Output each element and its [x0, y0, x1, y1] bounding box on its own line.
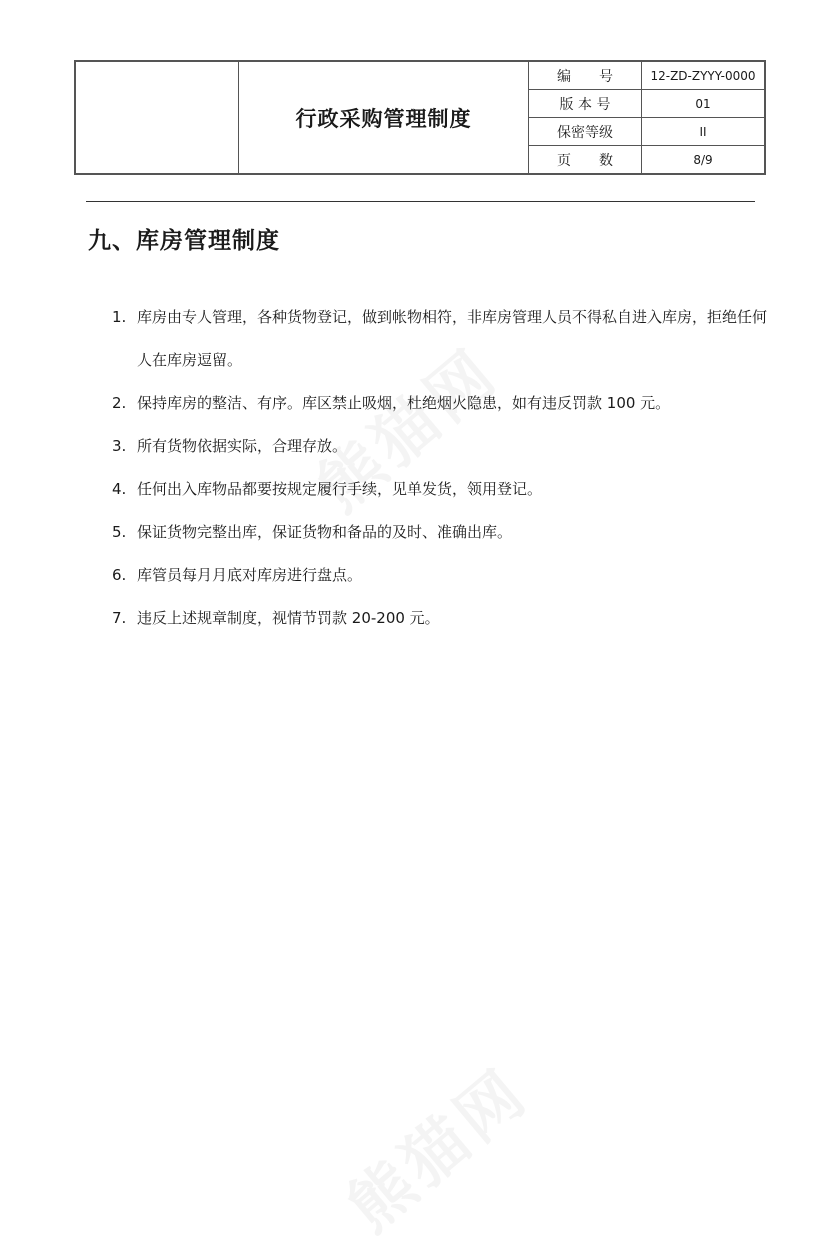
- meta-value: 12-ZD-ZYYY-0000: [650, 68, 756, 83]
- meta-label: 保密等级: [529, 118, 642, 145]
- list-item: [112, 554, 772, 597]
- list-item-number: 4.: [112, 480, 127, 498]
- meta-row-version: [529, 90, 764, 118]
- list-item-number: 5.: [112, 523, 127, 541]
- list-item-number: 7.: [112, 609, 127, 627]
- section-heading: 九、库房管理制度: [88, 228, 280, 254]
- list-item: [112, 425, 772, 468]
- list-item-text: 违反上述规章制度，视情节罚款 20-200 元。: [137, 609, 440, 627]
- list-item-number: 6.: [112, 566, 127, 584]
- logo-cell: [76, 62, 239, 173]
- document-header-table: [74, 60, 766, 175]
- list-item: [112, 382, 772, 425]
- list-item-text: 保持库房的整洁、有序。库区禁止吸烟，杜绝烟火隐患，如有违反罚款 100 元。: [137, 394, 671, 412]
- document-title: 行政采购管理制度: [239, 62, 529, 173]
- meta-label: 页 数: [529, 146, 642, 173]
- list-item-text: 保证货物完整出库，保证货物和备品的及时、准确出库。: [137, 523, 513, 541]
- list-item-text: 任何出入库物品都要按规定履行手续，见单发货，领用登记。: [137, 480, 543, 498]
- list-item-number: 2.: [112, 394, 127, 412]
- list-item-text: 所有货物依据实际，合理存放。: [137, 437, 348, 455]
- list-item-number: 1.: [112, 308, 127, 326]
- header-divider: [86, 201, 755, 202]
- watermark: [325, 1043, 545, 1248]
- list-item-number: 3.: [112, 437, 127, 455]
- meta-value: 01: [695, 96, 711, 111]
- list-item-text: 库管员每月月底对库房进行盘点。: [137, 566, 363, 584]
- list-item: [112, 597, 772, 640]
- meta-row-confidentiality: [529, 118, 764, 146]
- list-item: [112, 296, 772, 382]
- meta-label: 编 号: [529, 62, 642, 89]
- list-item: [112, 468, 772, 511]
- document-meta: [529, 62, 764, 173]
- meta-row-number: [529, 62, 764, 90]
- meta-value: II: [699, 124, 707, 139]
- rules-list: [112, 296, 772, 640]
- list-item: [112, 511, 772, 554]
- meta-label: 版 本 号: [529, 90, 642, 117]
- meta-value: 8/9: [693, 152, 713, 167]
- meta-row-pages: [529, 146, 764, 173]
- list-item-text: 库房由专人管理，各种货物登记，做到帐物相符，非库房管理人员不得私自进入库房，拒绝任何人在库房逗留。: [137, 308, 768, 369]
